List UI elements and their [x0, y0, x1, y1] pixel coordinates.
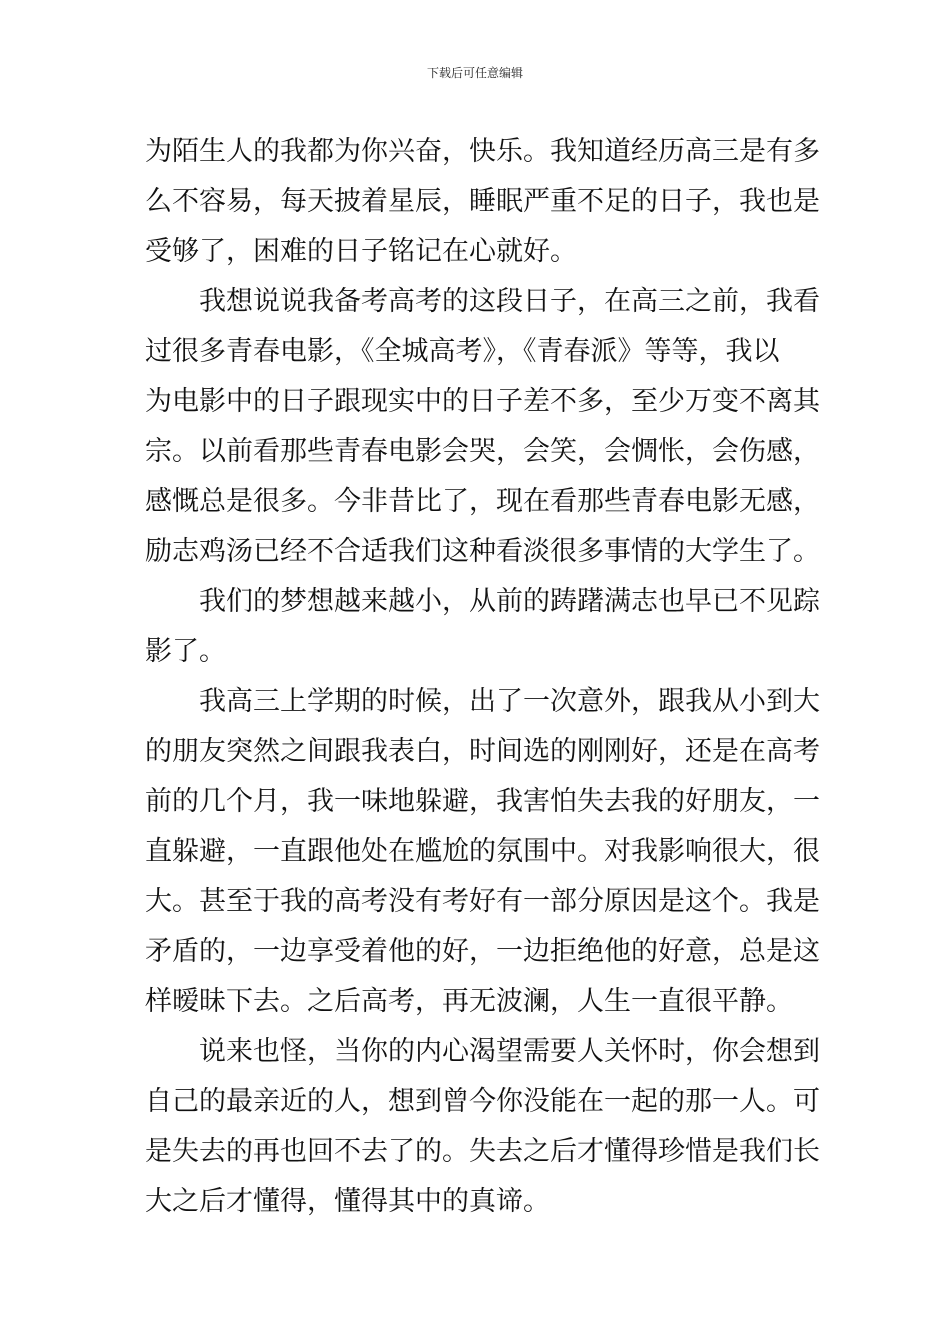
paragraph-first-line: 我们的梦想越来越小，从前的踌躇满志也早已不见踪: [199, 586, 820, 617]
text-line: 过很多青春电影，《全城高考》，《青春派》等等，我以: [145, 336, 780, 367]
page-header: 下载后可任意编辑: [426, 66, 523, 80]
text-line: 样暧昧下去。之后高考，再无波澜，人生一直很平静。: [145, 986, 793, 1017]
text-line: 前的几个月，我一味地躲避，我害怕失去我的好朋友，一: [145, 786, 820, 817]
text-line: 矛盾的，一边享受着他的好，一边拒绝他的好意，总是这: [145, 936, 820, 967]
text-line: 直躲避，一直跟他处在尴尬的氛围中。对我影响很大，很: [145, 836, 820, 867]
text-line: 是失去的再也回不去了的。失去之后才懂得珍惜是我们长: [145, 1136, 820, 1167]
paragraph-first-line: 我想说说我备考高考的这段日子，在高三之前，我看: [199, 286, 820, 317]
text-line: 么不容易，每天披着星辰，睡眠严重不足的日子，我也是: [145, 186, 820, 217]
text-line: 自己的最亲近的人，想到曾今你没能在一起的那一人。可: [145, 1086, 820, 1117]
text-line: 宗。以前看那些青春电影会哭，会笑，会惆怅，会伤感，: [145, 436, 820, 467]
text-line: 大。甚至于我的高考没有考好有一部分原因是这个。我是: [145, 886, 820, 917]
text-line: 为陌生人的我都为你兴奋，快乐。我知道经历高三是有多: [145, 136, 820, 167]
text-line: 感慨总是很多。今非昔比了，现在看那些青春电影无感，: [145, 486, 820, 517]
text-line: 受够了，困难的日子铭记在心就好。: [145, 236, 577, 267]
text-line: 励志鸡汤已经不合适我们这种看淡很多事情的大学生了。: [145, 536, 820, 567]
text-line: 为电影中的日子跟现实中的日子差不多，至少万变不离其: [145, 386, 820, 417]
paragraph-first-line: 我高三上学期的时候，出了一次意外，跟我从小到大: [199, 686, 820, 717]
paragraph-first-line: 说来也怪，当你的内心渴望需要人关怀时，你会想到: [199, 1036, 820, 1067]
text-line: 影了。: [145, 636, 226, 667]
text-line: 大之后才懂得，懂得其中的真谛。: [145, 1186, 550, 1217]
text-line: 的朋友突然之间跟我表白，时间选的刚刚好，还是在高考: [145, 736, 820, 767]
